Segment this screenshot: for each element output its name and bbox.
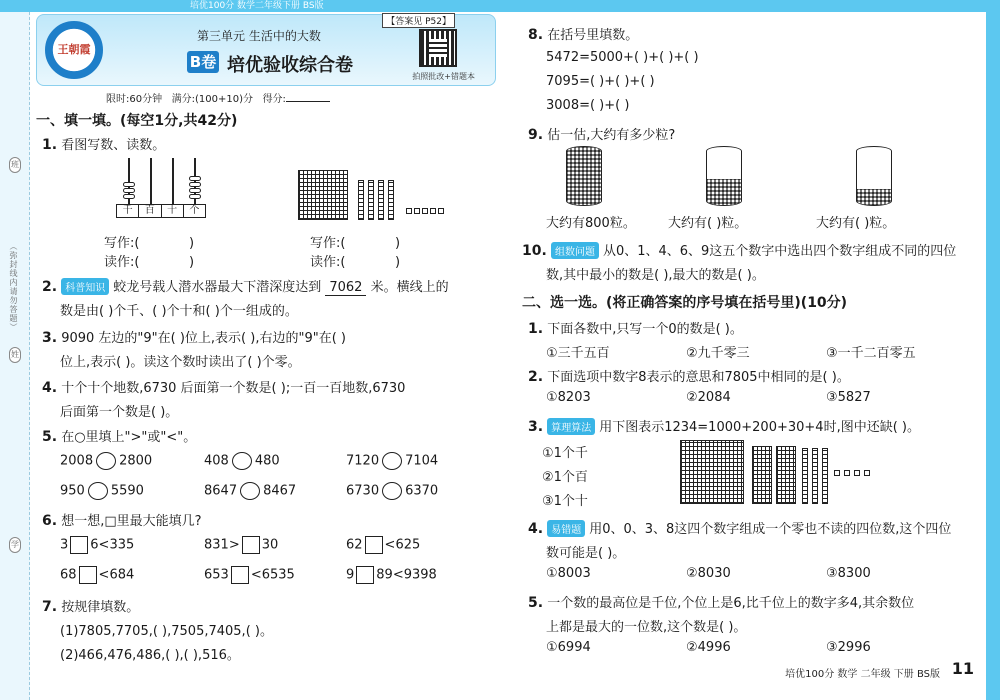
tag-badge: 科普知识	[61, 278, 109, 295]
question-8: 8. 在括号里填数。	[528, 27, 639, 43]
estimate-c[interactable]: 大约有( )粒。	[816, 216, 896, 231]
top-strip-text: 培优100分 数学二年级下册 BS版	[190, 1, 324, 11]
header-banner	[36, 14, 496, 86]
unit-cube-figure	[422, 208, 428, 214]
section-2-heading: 二、选一选。(将正确答案的序号填在括号里)(10分)	[522, 295, 848, 311]
question-9: 9. 估一估,大约有多少粒?	[528, 127, 676, 143]
option[interactable]: ①6994	[546, 640, 591, 655]
pattern-1[interactable]: (1)7805,7705,( ),7505,7405,( )。	[60, 624, 273, 639]
choice-4: 4. 易错题 用0、0、3、8这四个数字组成一个零也不读的四位数,这个四位	[528, 521, 952, 537]
option[interactable]: ②8030	[686, 566, 731, 581]
option[interactable]: ③5827	[826, 390, 871, 405]
choice-2: 2. 下面选项中数字8表示的意思和7805中相同的是( )。	[528, 369, 850, 385]
thousand-cube-figure	[680, 440, 744, 504]
option[interactable]: ②2084	[686, 390, 731, 405]
question-1: 1. 看图写数、读数。	[42, 137, 166, 153]
qr-code-icon[interactable]	[419, 29, 457, 67]
unit-cube-figure	[864, 470, 870, 476]
option[interactable]: ①三千五百	[546, 346, 610, 361]
answer-read-1[interactable]: 读作:( )	[104, 255, 195, 270]
abacus-label: 个	[189, 205, 200, 216]
unit-cube-figure	[854, 470, 860, 476]
choice-3: 3. 算理算法 用下图表示1234=1000+200+30+4时,图中还缺( )。	[528, 419, 920, 435]
volume-badge: B卷	[187, 51, 219, 73]
section-1-heading: 一、填一填。(每空1分,共42分)	[36, 113, 238, 129]
thousand-cube-figure	[298, 170, 348, 220]
estimate-a: 大约有800粒。	[546, 216, 636, 231]
score-blank[interactable]	[286, 101, 330, 102]
question-3: 3. 9090 左边的"9"在( )位上,表示( ),右边的"9"在( )	[42, 330, 346, 346]
ten-rod-figure	[812, 448, 818, 504]
page-title: 培优验收综合卷	[227, 55, 353, 76]
abacus-figure	[116, 158, 206, 216]
exam-meta: 限时:60分钟 满分:(100+10)分 得分:	[106, 90, 330, 105]
jar-full-figure	[566, 146, 602, 206]
binding-margin	[0, 12, 30, 700]
fill-box-item[interactable]: 62 <625	[346, 537, 421, 553]
expansion-1[interactable]: 5472=5000+( )+( )+( )	[546, 50, 699, 65]
abacus-label: 千	[117, 205, 139, 217]
fill-box-item[interactable]: 68 <684	[60, 567, 135, 583]
question-10-line2[interactable]: 数,其中最小的数是( ),最大的数是( )。	[546, 268, 765, 283]
pattern-2[interactable]: (2)466,476,486,( ),( ),516。	[60, 648, 240, 663]
option[interactable]: ①1个千	[542, 446, 588, 461]
option[interactable]: ③1个十	[542, 494, 588, 509]
abacus-label: 百	[139, 205, 161, 217]
footer-text: 培优100分 数学 二年级 下册 BS版	[785, 669, 940, 680]
expansion-2[interactable]: 7095=( )+( )+( )	[546, 74, 655, 89]
qr-label: 拍照批改+错题本	[412, 72, 475, 81]
question-2-line2: 数是由( )个千、( )个十和( )个一组成的。	[60, 304, 298, 319]
ten-rod-figure	[822, 448, 828, 504]
question-5: 5. 在○里填上">"或"<"。	[42, 429, 197, 445]
option[interactable]: ①8203	[546, 390, 591, 405]
fill-box-item[interactable]: 9 89<9398	[346, 567, 437, 583]
answer-reference: 【答案见 P52】	[382, 13, 455, 28]
top-strip	[0, 0, 1000, 12]
option[interactable]: ①8003	[546, 566, 591, 581]
tag-badge: 组数问题	[551, 242, 599, 259]
fill-box-item[interactable]: 3 6<335	[60, 537, 135, 553]
option[interactable]: ②4996	[686, 640, 731, 655]
option[interactable]: ②1个百	[542, 470, 588, 485]
binding-hole: 姓	[9, 347, 21, 363]
unit-title: 第三单元 生活中的大数	[197, 29, 321, 43]
compare-item[interactable]: 7120 7104	[346, 453, 439, 469]
choice-5: 5. 一个数的最高位是千位,个位上是6,比千位上的数字多4,其余数位	[528, 595, 915, 611]
choice-5-line2: 上都是最大的一位数,这个数是( )。	[546, 620, 747, 635]
brand-logo: 王朝霞	[45, 21, 103, 79]
answer-write-1[interactable]: 写作:( )	[104, 236, 195, 251]
question-4: 4. 十个十个地数,6730 后面第一个数是( );一百一百地数,6730	[42, 380, 406, 396]
compare-item[interactable]: 950 5590	[60, 483, 144, 499]
fill-box-item[interactable]: 831> 30	[204, 537, 279, 553]
question-6: 6. 想一想,□里最大能填几?	[42, 513, 202, 529]
answer-write-2[interactable]: 写作:( )	[310, 236, 401, 251]
compare-item[interactable]: 8647 8467	[204, 483, 297, 499]
unit-cube-figure	[406, 208, 412, 214]
ten-rod-figure	[388, 180, 394, 220]
unit-cube-figure	[834, 470, 840, 476]
question-3-line2: 位上,表示( )。读这个数时读出了( )个零。	[60, 355, 301, 370]
compare-item[interactable]: 6730 6370	[346, 483, 439, 499]
question-7: 7. 按规律填数。	[42, 599, 140, 615]
tag-badge: 算理算法	[547, 418, 595, 435]
binding-note: （弥封线内请勿答题）	[9, 242, 18, 332]
ten-rod-figure	[358, 180, 364, 220]
compare-item[interactable]: 408 480	[204, 453, 280, 469]
answer-read-2[interactable]: 读作:( )	[310, 255, 401, 270]
expansion-3[interactable]: 3008=( )+( )	[546, 98, 630, 113]
choice-4-line2: 数可能是( )。	[546, 546, 626, 561]
unit-cube-figure	[438, 208, 444, 214]
abacus-label: 十	[162, 205, 184, 217]
binding-hole: 学	[9, 537, 21, 553]
choice-1: 1. 下面各数中,只写一个0的数是( )。	[528, 321, 743, 337]
unit-cube-figure	[414, 208, 420, 214]
jar-half-figure	[706, 146, 742, 206]
option[interactable]: ③一千二百零五	[826, 346, 916, 361]
question-4-line2: 后面第一个数是( )。	[60, 405, 179, 420]
tag-badge: 易错题	[547, 520, 585, 537]
hundred-flat-figure	[752, 446, 772, 504]
hundred-flat-figure	[776, 446, 796, 504]
ten-rod-figure	[368, 180, 374, 220]
unit-cube-figure	[844, 470, 850, 476]
question-10: 10. 组数问题 从0、1、4、6、9这五个数字中选出四个数字组成不同的四位	[522, 243, 957, 259]
ten-rod-figure	[378, 180, 384, 220]
option[interactable]: ③2996	[826, 640, 871, 655]
compare-item[interactable]: 2008 2800	[60, 453, 153, 469]
unit-cube-figure	[430, 208, 436, 214]
binding-hole: 班	[9, 157, 21, 173]
page-number: 11	[951, 659, 974, 678]
right-edge-decoration	[986, 12, 1000, 700]
question-2: 2. 科普知识 蛟龙号载人潜水器最大下潜深度达到 7062 米。横线上的	[42, 279, 449, 295]
option[interactable]: ②九千零三	[686, 346, 750, 361]
jar-quarter-figure	[856, 146, 892, 206]
estimate-b[interactable]: 大约有( )粒。	[668, 216, 748, 231]
option[interactable]: ③8300	[826, 566, 871, 581]
fill-box-item[interactable]: 653 <6535	[204, 567, 295, 583]
ten-rod-figure	[802, 448, 808, 504]
